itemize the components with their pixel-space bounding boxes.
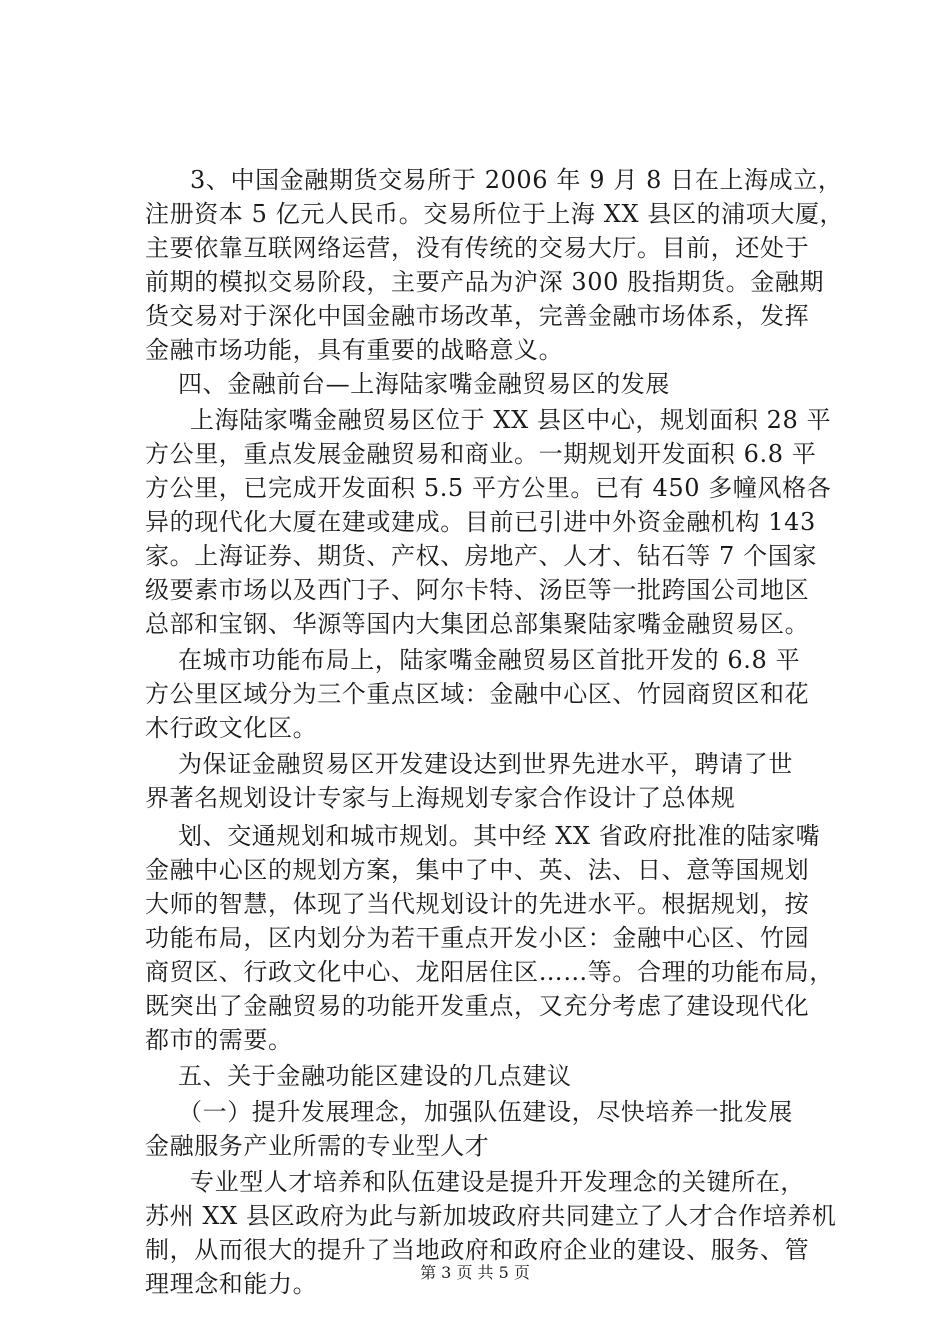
text-line: 既突出了金融贸易的功能开发重点，又充分考虑了建设现代化 (145, 992, 810, 1020)
subsection-heading: 金融服务产业所需的专业型人才 (145, 1132, 490, 1160)
text-line: 界著名规划设计专家与上海规划专家合作设计了总体规 (145, 784, 736, 812)
subsection-heading: （一）提升发展理念，加强队伍建设，尽快培养一批发展 (178, 1098, 793, 1126)
text-line: 异的现代化大厦在建或建成。目前已引进中外资金融机构 143 (145, 508, 816, 536)
text-line: 大师的智慧，体现了当代规划设计的先进水平。根据规划，按 (145, 890, 810, 918)
text-line: 理理念和能力。 (145, 1270, 318, 1298)
section-heading: 五、关于金融功能区建设的几点建议 (178, 1062, 572, 1090)
text-line: 级要素市场以及西门子、阿尔卡特、汤臣等一批跨国公司地区 (145, 576, 810, 604)
text-line: 为保证金融贸易区开发建设达到世界先进水平，聘请了世 (178, 750, 793, 778)
text-line: 功能布局，区内划分为若干重点开发小区：金融中心区、竹园 (145, 924, 810, 952)
text-line: 总部和宝钢、华源等国内大集团总部集聚陆家嘴金融贸易区。 (145, 610, 810, 638)
text-line: 3、中国金融期货交易所于 2006 年 9 月 8 日在上海成立， (190, 166, 843, 194)
text-line: 木行政文化区。 (145, 714, 318, 742)
text-line: 金融市场功能，具有重要的战略意义。 (145, 336, 564, 364)
text-line: 制，从而很大的提升了当地政府和政府企业的建设、服务、管 (145, 1236, 810, 1264)
text-line: 商贸区、行政文化中心、龙阳居住区……等。合理的功能布局， (145, 958, 834, 986)
text-line: 苏州 XX 县区政府为此与新加坡政府共同建立了人才合作培养机 (145, 1202, 837, 1230)
text-line: 上海陆家嘴金融贸易区位于 XX 县区中心，规划面积 28 平 (190, 406, 832, 434)
text-line: 方公里，重点发展金融贸易和商业。一期规划开发面积 6.8 平 (145, 440, 817, 468)
text-line: 都市的需要。 (145, 1026, 293, 1054)
text-line: 注册资本 5 亿元人民币。交易所位于上海 XX 县区的浦项大厦， (145, 200, 845, 228)
page-number: 第 3 页 共 5 页 (420, 1263, 530, 1282)
text-line: 在城市功能布局上，陆家嘴金融贸易区首批开发的 6.8 平 (178, 646, 801, 674)
text-line: 前期的模拟交易阶段，主要产品为沪深 300 股指期货。金融期 (145, 268, 825, 296)
text-line: 划、交通规划和城市规划。其中经 XX 省政府批准的陆家嘴 (178, 822, 821, 850)
text-line: 货交易对于深化中国金融市场改革，完善金融市场体系，发挥 (145, 302, 810, 330)
text-line: 方公里，已完成开发面积 5.5 平方公里。已有 450 多幢风格各 (145, 474, 832, 502)
text-line: 专业型人才培养和队伍建设是提升开发理念的关键所在， (190, 1168, 805, 1196)
text-line: 金融中心区的规划方案，集中了中、英、法、日、意等国规划 (145, 856, 810, 884)
section-heading: 四、金融前台—上海陆家嘴金融贸易区的发展 (178, 370, 670, 398)
text-line: 主要依靠互联网络运营，没有传统的交易大厅。目前，还处于 (145, 234, 810, 262)
text-line: 方公里区域分为三个重点区域：金融中心区、竹园商贸区和花 (145, 680, 810, 708)
text-line: 家。上海证券、期货、产权、房地产、人才、钻石等 7 个国家 (145, 542, 817, 570)
